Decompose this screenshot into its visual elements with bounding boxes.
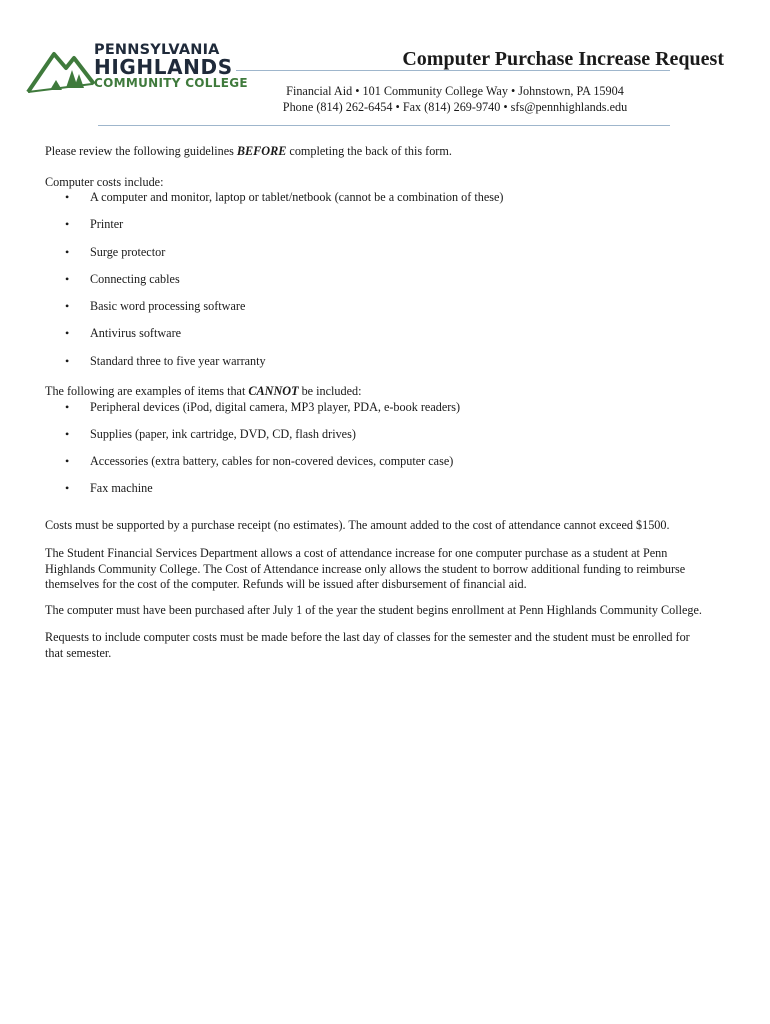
bullet-icon: • [65,271,70,286]
list-item [45,217,735,244]
list-item-text: Accessories (extra battery, cables for non-covered devices, computer case) [90,454,454,469]
contact-address: Financial Aid • 101 Community College Way • Johnstown, PA 15904 [286,84,624,98]
cannot-text-end: be included: [298,384,362,399]
paragraph-line: themselves for the cost of the computer. Refunds will be issued after disbursement of financial aid. [45,577,527,592]
list-item [45,481,735,508]
bullet-icon: • [65,217,70,232]
paragraph-line: The Student Financial Services Department allows a cost of attendance increase for one computer purchase as a student at Penn [45,546,668,561]
excluded-items-list [45,400,735,509]
list-item [45,400,735,427]
bullet-icon: • [65,399,70,414]
list-item [45,326,735,353]
list-item [45,190,735,217]
paragraph-line: that semester. [45,645,112,660]
cannot-text: The following are examples of items that [45,384,249,399]
deadline-paragraph [45,630,735,661]
list-item-text: Peripheral devices (iPod, digital camera, MP3 player, PDA, e-book readers) [90,399,461,414]
bullet-icon: • [65,299,70,314]
list-item [45,427,735,454]
header-divider-bottom [98,125,670,126]
list-item-text: Fax machine [90,481,153,496]
list-item [45,299,735,326]
receipt-paragraph: Costs must be supported by a purchase receipt (no estimates). The amount added to the cost of attendance cannot exceed $1500. [45,517,670,532]
bullet-icon: • [65,426,70,441]
list-item-text: Supplies (paper, ink cartridge, DVD, CD, flash drives) [90,426,356,441]
list-item-text: Standard three to five year warranty [90,353,266,368]
list-item-text: Connecting cables [90,271,180,286]
bullet-icon: • [65,326,70,341]
list-item [45,454,735,481]
intro-paragraph [45,144,735,160]
cost-of-attendance-paragraph [45,546,735,593]
included-items-list [45,190,735,381]
paragraph-line: Highlands Community College. The Cost of Attendance increase only allows the student to borrow additional funding to reimburse [45,561,686,576]
bullet-icon: • [65,244,70,259]
intro-text: Please review the following guidelines [45,144,237,158]
header-divider-top [236,70,670,71]
form-title: Computer Purchase Increase Request [402,48,724,70]
mountain-tree-icon [26,44,96,94]
form-body [45,144,735,661]
cannot-emphasis: CANNOT [248,384,299,399]
logo-text-community-college: COMMUNITY COLLEGE [94,76,248,90]
list-item-text: Printer [90,217,124,232]
purchase-date-paragraph: The computer must have been purchased after July 1 of the year the student begins enrollment at Penn Highlands Community College. [45,602,702,617]
bullet-icon: • [65,481,70,496]
bullet-icon: • [65,454,70,469]
list-item [45,272,735,299]
list-item-text: A computer and monitor, laptop or tablet/netbook (cannot be a combination of these) [90,190,504,204]
list-item [45,245,735,272]
intro-text-end: completing the back of this form. [286,144,452,158]
list-item-text: Surge protector [90,244,166,259]
logo-text-highlands: HIGHLANDS [94,55,233,79]
list-item-text: Antivirus software [90,326,182,341]
contact-phone-email: Phone (814) 262-6454 • Fax (814) 269-9740 • sfs@pennhighlands.edu [282,100,628,114]
logo-text-pennsylvania: PENNSYLVANIA [94,42,220,58]
cannot-heading [45,384,735,400]
paragraph-line: Requests to include computer costs must be made before the last day of classes for the semester and the student must be enrolled for [45,630,690,645]
bullet-icon: • [65,353,70,368]
college-logo [26,40,248,100]
bullet-icon: • [65,190,70,204]
intro-emphasis: BEFORE [236,144,287,158]
costs-heading: Computer costs include: [45,174,164,189]
list-item [45,354,735,381]
list-item-text: Basic word processing software [90,299,246,314]
